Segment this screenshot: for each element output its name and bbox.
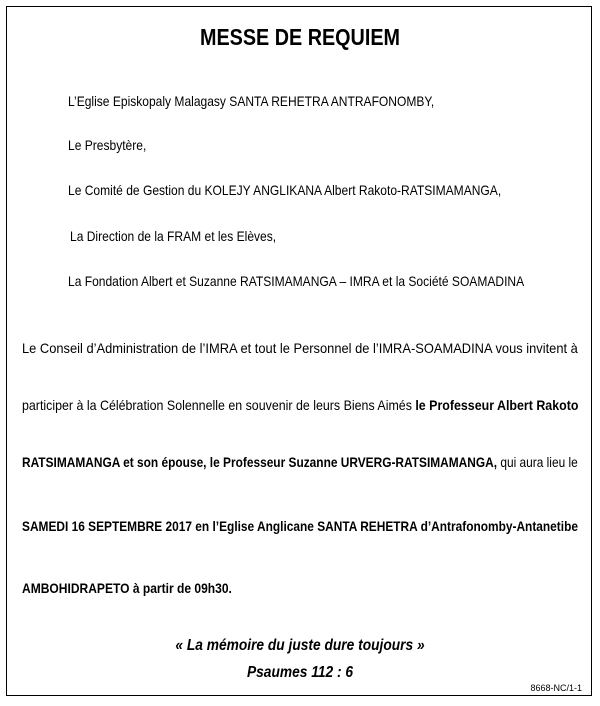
body-line-3-bold: RATSIMAMANGA et son épouse, le Professeur Suzanne URVERG-RATSIMAMANGA, [22, 454, 498, 470]
org-line-2: Le Presbytère, [68, 137, 147, 153]
org-line-1: L’Eglise Episkopaly Malagasy SANTA REHETRA ANTRAFONOMBY, [68, 93, 435, 109]
org-line-4: La Direction de la FRAM et les Elèves, [70, 228, 277, 244]
body-line-2-text: participer à la Célébration Solennelle en souvenir de leurs Biens Aimés [22, 397, 412, 413]
quote: « La mémoire du juste dure toujours » [175, 637, 425, 654]
body-line-5 [22, 580, 232, 596]
body-line-2 [22, 397, 578, 413]
body-line-2-bold: le Professeur Albert Rakoto [415, 397, 579, 413]
body-line-1 [22, 340, 578, 356]
body-line-1-text: Le Conseil d’Administration de l’IMRA et tout le Personnel de l’IMRA-SOAMADINA vous invitent à [22, 340, 578, 356]
ad-reference-code: 8668-NC/1-1 [530, 683, 582, 693]
psalm-reference: Psaumes 112 : 6 [246, 664, 354, 681]
body-line-4 [22, 518, 578, 534]
body-line-3 [22, 454, 578, 470]
org-line-5: La Fondation Albert et Suzanne RATSIMAMANGA – IMRA et la Société SOAMADINA [68, 273, 525, 289]
org-line-3: Le Comité de Gestion du KOLEJY ANGLIKANA Albert Rakoto-RATSIMAMANGA, [68, 182, 502, 198]
notice-title: MESSE DE REQUIEM [199, 24, 401, 50]
body-line-5-bold: AMBOHIDRAPETO à partir de 09h30. [22, 580, 232, 596]
body-line-3-text: qui aura lieu le [500, 454, 578, 470]
body-line-4-bold: SAMEDI 16 SEPTEMBRE 2017 en l’Eglise Anglicane SANTA REHETRA d’Antrafonomby-Antanetibe [22, 518, 578, 534]
